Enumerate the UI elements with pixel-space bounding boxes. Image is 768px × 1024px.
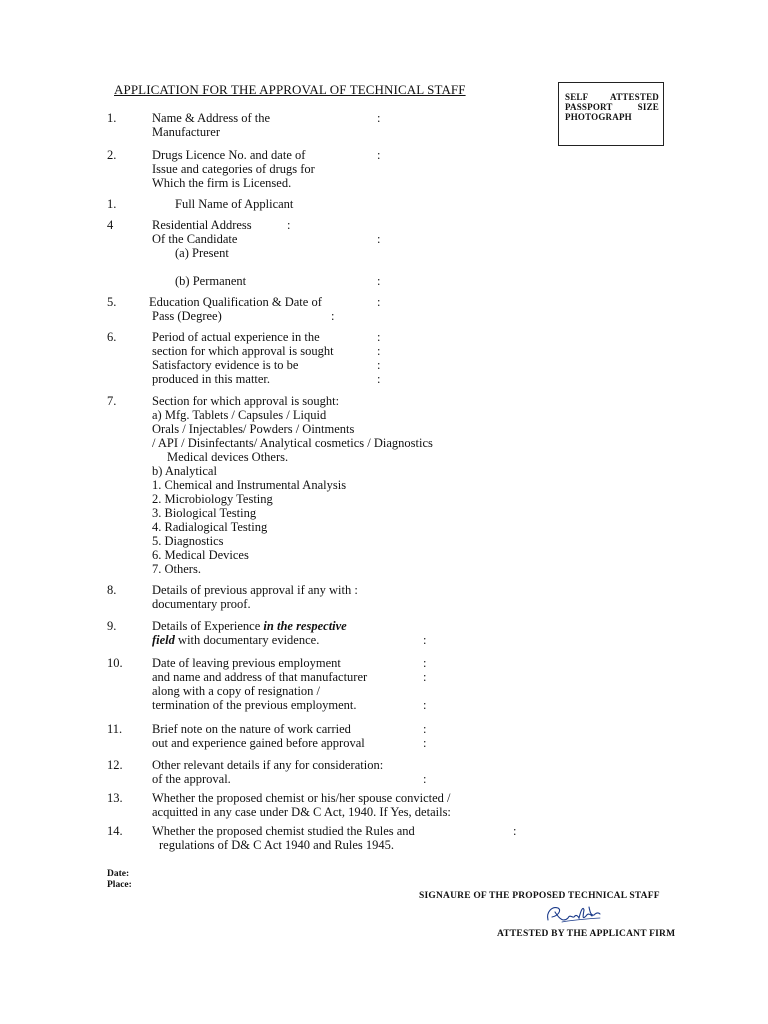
item-14-label-line-1: Whether the proposed chemist studied the Rules and (152, 824, 415, 838)
item-9-label-line-1: Details of Experience in the respective (152, 619, 347, 633)
item-6-colon-4: : (377, 372, 381, 386)
item-10-number: 10. (107, 656, 123, 670)
item-4-label-line-1: Residential Address (152, 218, 252, 232)
item-9-number: 9. (107, 619, 117, 633)
item-7-line: Medical devices Others. (167, 450, 289, 464)
item-10-colon-3: : (423, 698, 427, 712)
item-7-line: Orals / Injectables/ Powders / Ointments (152, 422, 355, 436)
item-8-number: 8. (107, 583, 117, 597)
item-7-line: / API / Disinfectants/ Analytical cosmetics / Diagnostics (152, 436, 433, 450)
item-4-colon-1: : (287, 218, 291, 232)
photo-box-line-2: PASSPORT SIZE (565, 102, 659, 112)
item-4-present: (a) Present (175, 246, 229, 260)
item-8-label-line-1: Details of previous approval if any with : (152, 583, 358, 597)
item-2-number: 2. (107, 148, 117, 162)
item-9-label-line-2: field with documentary evidence. (152, 633, 320, 647)
item-1-colon: : (377, 111, 381, 125)
item-10-label-line-4: termination of the previous employment. (152, 698, 357, 712)
signature-label: SIGNAURE OF THE PROPOSED TECHNICAL STAFF (419, 891, 660, 901)
item-4-colon-2: : (377, 232, 381, 246)
item-5-colon-1: : (377, 295, 381, 309)
item-7-line: Section for which approval is sought: (152, 394, 340, 408)
item-9-colon: : (423, 633, 427, 647)
item-7-line: 4. Radialogical Testing (152, 520, 268, 534)
photograph-box (558, 82, 664, 146)
item-6-label-line-3: Satisfactory evidence is to be (152, 358, 299, 372)
item-6-number: 6. (107, 330, 117, 344)
item-2-label-line-3: Which the firm is Licensed. (152, 176, 292, 190)
item-7-line: 6. Medical Devices (152, 548, 249, 562)
item-6-label-line-4: produced in this matter. (152, 372, 271, 386)
item-1-label-line-2: Manufacturer (152, 125, 221, 139)
item-6-label-line-1: Period of actual experience in the (152, 330, 320, 344)
item-12-number: 12. (107, 758, 123, 772)
item-11-label-line-2: out and experience gained before approval (152, 736, 365, 750)
attested-label: ATTESTED BY THE APPLICANT FIRM (497, 929, 676, 939)
item-11-number: 11. (107, 722, 123, 736)
item-4-label-line-2: Of the Candidate (152, 232, 238, 246)
item-2-colon: : (377, 148, 381, 162)
item-13-number: 13. (107, 791, 123, 805)
item-14-number: 14. (107, 824, 123, 838)
item-5-number: 5. (107, 295, 117, 309)
item-14-colon: : (513, 824, 517, 838)
item-8-label-line-2: documentary proof. (152, 597, 251, 611)
item-10-label-line-2: and name and address of that manufacturer (152, 670, 368, 684)
item-12-label-line-1: Other relevant details if any for consideration: (152, 758, 384, 772)
item-7-line: 3. Biological Testing (152, 506, 257, 520)
item-1-number: 1. (107, 111, 117, 125)
item-7-line: 2. Microbiology Testing (152, 492, 273, 506)
item-5-label-line-2: Pass (Degree) (152, 309, 222, 323)
date-label: Date: (107, 869, 130, 879)
item-7-line: b) Analytical (152, 464, 217, 478)
item-4-permanent: (b) Permanent (175, 274, 247, 288)
item-6-colon-1: : (377, 330, 381, 344)
item-10-colon-2: : (423, 670, 427, 684)
item-1-label-line-1: Name & Address of the (152, 111, 271, 125)
item-10-colon-1: : (423, 656, 427, 670)
item-7-line: 1. Chemical and Instrumental Analysis (152, 478, 347, 492)
item-11-colon-1: : (423, 722, 427, 736)
item-2-label-line-2: Issue and categories of drugs for (152, 162, 315, 176)
item-10-label-line-3: along with a copy of resignation / (152, 684, 321, 698)
item-7-number: 7. (107, 394, 117, 408)
item-3-number: 1. (107, 197, 117, 211)
item-10-label-line-1: Date of leaving previous employment (152, 656, 341, 670)
item-6-label-line-2: section for which approval is sought (152, 344, 334, 358)
handwritten-signature (542, 900, 606, 926)
item-7-line: a) Mfg. Tablets / Capsules / Liquid (152, 408, 327, 422)
item-4-colon-3: : (377, 274, 381, 288)
item-7-line: 5. Diagnostics (152, 534, 224, 548)
item-14-label-line-2: regulations of D& C Act 1940 and Rules 1945. (159, 838, 395, 852)
item-11-colon-2: : (423, 736, 427, 750)
item-12-colon: : (423, 772, 427, 786)
item-7-line: 7. Others. (152, 562, 201, 576)
form-title: APPLICATION FOR THE APPROVAL OF TECHNICAL STAFF (114, 82, 466, 97)
item-5-label-line-1: Education Qualification & Date of (149, 295, 322, 309)
item-4-number: 4 (107, 218, 114, 232)
item-11-label-line-1: Brief note on the nature of work carried (152, 722, 351, 736)
item-3-label: Full Name of Applicant (175, 197, 294, 211)
item-13-label-line-2: acquitted in any case under D& C Act, 1940. If Yes, details: (152, 805, 451, 819)
item-13-label-line-1: Whether the proposed chemist or his/her spouse convicted / (152, 791, 451, 805)
item-12-label-line-2: of the approval. (152, 772, 231, 786)
place-label: Place: (107, 880, 132, 890)
item-2-label-line-1: Drugs Licence No. and date of (152, 148, 306, 162)
item-6-colon-2: : (377, 344, 381, 358)
item-6-colon-3: : (377, 358, 381, 372)
photo-box-line-1: SELF ATTESTED (565, 92, 659, 102)
item-5-colon-2: : (331, 309, 335, 323)
photo-box-line-3: PHOTOGRAPH (565, 112, 632, 122)
